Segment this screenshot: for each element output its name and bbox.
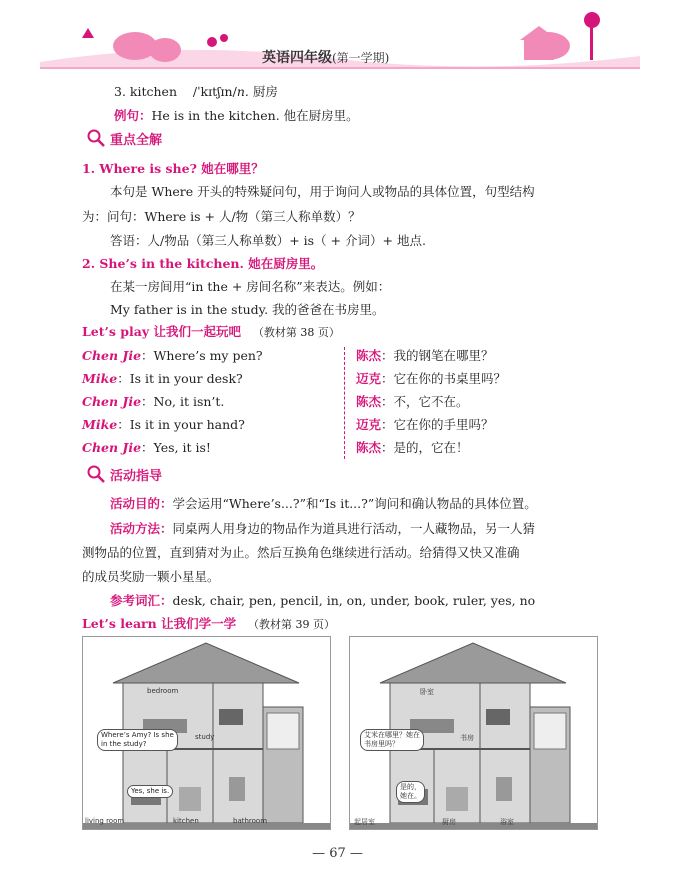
dialog-zh: ：我的钢笔在哪里？ xyxy=(381,348,494,363)
speaker-name: Chen Jie xyxy=(82,394,142,409)
speaker-name-zh: 迈克 xyxy=(356,371,382,386)
room-label-study: study xyxy=(195,733,215,741)
activity-goal xyxy=(110,494,537,512)
house-illustration-en xyxy=(82,636,331,830)
room-label-living: 起居室 xyxy=(354,818,375,826)
dialog-en: ：Yes, it is! xyxy=(141,440,211,455)
point2-title: 2. She’s in the kitchen. 她在厨房里。 xyxy=(82,256,324,271)
activity-vocab xyxy=(110,591,535,609)
example-text: He is in the kitchen. 他在厨房里。 xyxy=(151,108,359,123)
vocab-phonetic: /ˈkɪtʃɪn/ xyxy=(192,84,237,99)
point2-text1: 在某一房间用“in the + 房间名称”来表达。例如： xyxy=(110,279,391,294)
example-label: 例句： xyxy=(114,108,152,123)
speech-bubble-question: 艾米在哪里？她在 书房里吗？ xyxy=(360,729,424,751)
point1-text2: 为：问句：Where is + 人/物（第三人称单数）？ xyxy=(82,209,361,224)
point2-text2: My father is in the study. 我的爸爸在书房里。 xyxy=(110,302,385,317)
method-text2: 测物品的位置，直到猜对为止。然后互换角色继续进行活动。给猜得又快又准确 xyxy=(82,545,520,560)
dialog-row xyxy=(82,346,522,368)
vocab-ref-label: 参考词汇： xyxy=(110,593,173,608)
key-points-heading xyxy=(86,128,162,148)
dialog-en: ：Is it in your desk? xyxy=(117,371,243,386)
dialog-row xyxy=(82,392,522,414)
dialog-zh: ：它在你的手里吗？ xyxy=(381,417,494,432)
point1-text3: 答语：人/物品（第三人称单数）+ is（ + 介词）+ 地点. xyxy=(110,233,426,248)
room-label-living: living room xyxy=(85,817,125,825)
book-title: 英语四年级 xyxy=(262,50,332,66)
magnifier-icon xyxy=(86,464,106,484)
speaker-name: Mike xyxy=(82,371,118,386)
method-label: 活动方法： xyxy=(110,521,173,536)
dialog-zh: ：不，它不在。 xyxy=(381,394,469,409)
point1-title: 1. Where is she? 她在哪里？ xyxy=(82,161,264,176)
dialog-en: ：Is it in your hand? xyxy=(117,417,245,432)
dialog-row xyxy=(82,369,522,391)
house-illustration-zh xyxy=(349,636,598,830)
goal-text: 学会运用“Where’s...?”和“Is it...?”询问和确认物品的具体位置。 xyxy=(172,496,537,511)
vocab-line xyxy=(114,82,278,100)
dialog-zh: ：是的，它在！ xyxy=(381,440,469,455)
room-label-kitchen: kitchen xyxy=(173,817,199,825)
dialog-zh: ：它在你的书桌里吗？ xyxy=(381,371,507,386)
vocab-meaning: 厨房 xyxy=(252,84,278,99)
speaker-name-zh: 陈杰 xyxy=(356,348,382,363)
room-label-study: 书房 xyxy=(460,734,474,742)
activity-title: 活动指导 xyxy=(110,468,163,484)
speech-bubble-question: Where’s Amy? Is she in the study? xyxy=(97,729,178,751)
speech-bubble-answer: Yes, she is. xyxy=(127,785,173,798)
header-title xyxy=(262,47,389,67)
lets-play-title: Let’s play 让我们一起玩吧 xyxy=(82,324,241,339)
dialog-row xyxy=(82,415,522,437)
speaker-name: Chen Jie xyxy=(82,440,142,455)
speaker-name-zh: 陈杰 xyxy=(356,440,382,455)
speaker-name: Mike xyxy=(82,417,118,432)
lets-learn-heading xyxy=(82,614,335,632)
dialog-row xyxy=(82,438,522,460)
method-text3: 的成员奖励一颗小星星。 xyxy=(82,569,220,584)
room-label-kitchen: 厨房 xyxy=(442,818,456,826)
vocab-pos: n. xyxy=(236,84,249,99)
page-number: — 67 — xyxy=(312,846,363,861)
activity-method xyxy=(110,519,535,537)
speaker-name-zh: 迈克 xyxy=(356,417,382,432)
activity-heading xyxy=(86,464,162,484)
lets-learn-ref: （教材第 39 页） xyxy=(248,618,336,631)
speech-bubble-answer: 是的， 她在。 xyxy=(396,781,425,803)
term-label: (第一学期) xyxy=(332,51,390,65)
room-label-bathroom: 浴室 xyxy=(500,818,514,826)
example-line xyxy=(114,106,359,124)
speaker-name-zh: 陈杰 xyxy=(356,394,382,409)
key-points-title: 重点全解 xyxy=(110,132,163,148)
goal-label: 活动目的： xyxy=(110,496,173,511)
method-text1: 同桌两人用身边的物品作为道具进行活动，一人藏物品，另一人猜 xyxy=(172,521,536,536)
speaker-name: Chen Jie xyxy=(82,348,142,363)
lets-play-ref: （教材第 38 页） xyxy=(252,326,340,339)
room-label-bedroom: 卧室 xyxy=(420,688,434,696)
room-label-bathroom: bathroom xyxy=(233,817,268,825)
dialog-en: ：Where’s my pen? xyxy=(141,348,263,363)
vocab-ref-list: desk, chair, pen, pencil, in, on, under, book, ruler, yes, no xyxy=(172,593,536,608)
magnifier-icon xyxy=(86,128,106,148)
room-label-bedroom: bedroom xyxy=(147,687,179,695)
dialog-en: ：No, it isn’t. xyxy=(141,394,225,409)
vocab-word: 3. kitchen xyxy=(114,84,177,99)
lets-play-heading xyxy=(82,322,340,340)
lets-learn-title: Let’s learn 让我们学一学 xyxy=(82,616,237,631)
point1-text1: 本句是 Where 开头的特殊疑问句，用于询问人或物品的具体位置，句型结构 xyxy=(110,184,535,199)
